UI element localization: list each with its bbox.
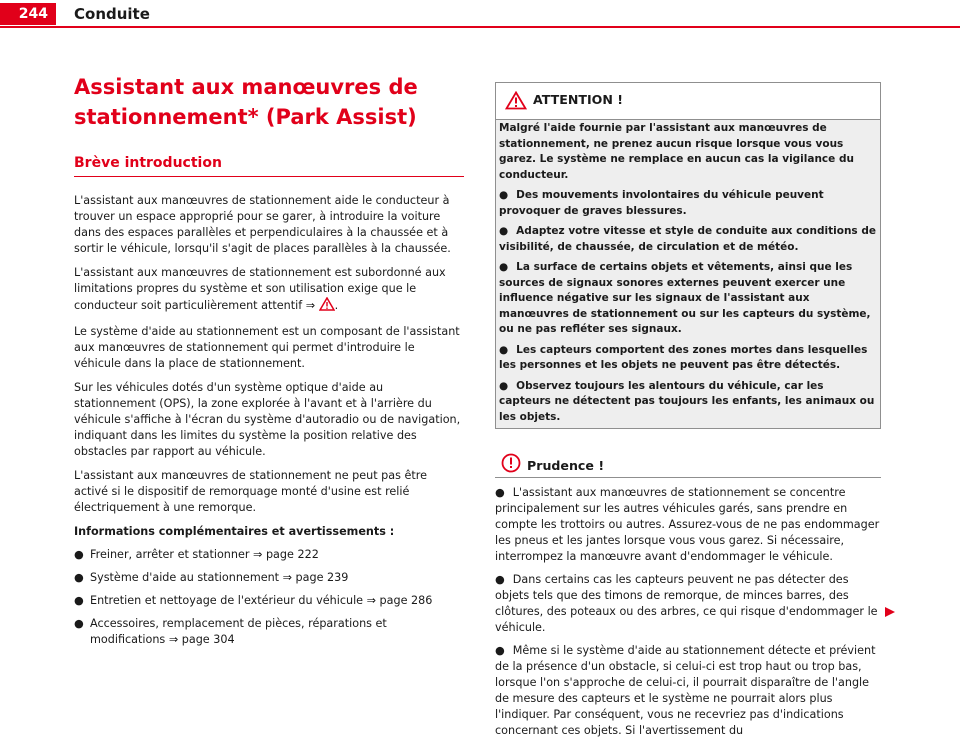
attention-item: [499, 188, 876, 219]
bullet-icon: ●: [74, 548, 84, 561]
attention-item: [499, 343, 876, 374]
bullet-icon: ●: [74, 617, 84, 630]
list-item[interactable]: [74, 547, 464, 563]
list-item-label: Accessoires, remplacement de pièces, réparations et modifications ⇒ page 304: [90, 617, 387, 646]
prudence-item-text: Dans certains cas les capteurs peuvent ne pas détecter des objets tels que des timons de remorque, de minces barres, des clôtures, des poteaux ou des arbres, ce qui risque d'endommager le véhicule.: [495, 573, 878, 634]
bullet-icon: ●: [74, 571, 84, 584]
bullet-icon: ●: [499, 379, 509, 392]
paragraph: Le système d'aide au stationnement est un composant de l'assistant aux manœuvres de stationnement qui permet d'introduire le véhicule dans la place de stationnement.: [74, 325, 460, 370]
prudence-body: [495, 485, 881, 739]
paragraph: L'assistant aux manœuvres de stationnement aide le conducteur à trouver un espace approprié pour se garer, à introduire la voiture dans des espaces parallèles et perpendiculaires à la chaussée et à sortir le véhicule, lorsqu'il s'agit de places parallèles à la chaussée.: [74, 194, 451, 255]
next-page-arrow-icon[interactable]: [884, 603, 896, 622]
attention-item-text: Des mouvements involontaires du véhicule peuvent provoquer de graves blessures.: [499, 189, 824, 217]
attention-item: [499, 224, 876, 255]
chapter-title: Conduite: [74, 5, 150, 23]
prudence-header: [495, 451, 881, 478]
bullet-icon: ●: [74, 594, 84, 607]
attention-item-text: Adaptez votre vitesse et style de conduite aux conditions de visibilité, de chaussée, de circulation et de météo.: [499, 225, 876, 253]
right-column: [495, 82, 881, 739]
attention-item-text: Les capteurs comportent des zones mortes dans lesquelles les personnes et les objets ne peuvent pas être détectés.: [499, 343, 868, 371]
list-item-label: Freiner, arrêter et stationner ⇒ page 222: [90, 548, 319, 561]
list-item-label: Système d'aide au stationnement ⇒ page 239: [90, 571, 349, 584]
prudence-item-text: Même si le système d'aide au stationnement détecte et prévient de la présence d'un obstacle, si celui-ci est trop haut ou trop bas, lorsque l'on s'approche de celui-ci, il pourrait disparaître de l'angle de mesure des capteurs et le système ne pourrait alors plus l'indiquer. Par conséquent, vous ne recevriez pas d'indications concernant ces objets. Si l'avertissement du: [495, 644, 876, 737]
page-number: 244: [0, 3, 56, 25]
attention-item: [499, 260, 876, 338]
attention-item-text: La surface de certains objets et vêtements, ainsi que les sources de signaux sonores externes peuvent exercer une influence négative sur les signaux de l'assistant aux manœuvres de stationnement ou sur les capteurs du système, ou ne pas refléter ses signaux.: [499, 261, 871, 335]
bullet-icon: ●: [499, 189, 509, 201]
paragraph: Sur les véhicules dotés d'un système optique d'aide au stationnement (OPS), la zone explorée à l'avant et à l'arrière du véhicule s'affiche à l'écran du système d'autoradio ou de navigation, indiquant dans les limites du système la position relative des obstacles par rapport au véhicule.: [74, 381, 461, 458]
list-item[interactable]: [74, 570, 464, 586]
attention-body: [496, 120, 880, 428]
header-rule: [0, 26, 960, 28]
left-column: [74, 72, 464, 648]
attention-item: [499, 379, 876, 426]
prudence-title: Prudence !: [527, 458, 605, 473]
paragraph: L'assistant aux manœuvres de stationnement ne peut pas être activé si le dispositif de remorquage monté d'usine est relié électriquement à une remorque.: [74, 469, 428, 514]
prudence-item: [495, 572, 881, 636]
paragraph-text: L'assistant aux manœuvres de stationnement est subordonné aux limitations propres du système et son utilisation exige que le conducteur soit particulièrement attentif ⇒: [74, 266, 446, 312]
section-title: Brève introduction: [74, 154, 464, 177]
main-title: Assistant aux manœuvres de stationnement* (Park Assist): [74, 75, 418, 129]
prudence-box: [495, 451, 881, 739]
bullet-icon: ●: [499, 261, 509, 273]
attention-header: [496, 83, 880, 120]
attention-box: [495, 82, 881, 429]
list-item[interactable]: [74, 593, 464, 609]
bullet-icon: ●: [495, 486, 505, 499]
prudence-item: [495, 643, 881, 739]
bullet-icon: ●: [495, 644, 505, 657]
prudence-item: [495, 485, 881, 565]
attention-item-text: Observez toujours les alentours du véhicule, car les capteurs ne détectent pas toujours les enfants, les animaux ou les objets.: [499, 379, 875, 423]
prudence-item-text: L'assistant aux manœuvres de stationnement se concentre principalement sur les autres véhicules garés, sans prendre en compte les trottoirs ou autres. Assurez-vous de ne pas endommager les pneus et les jantes lorsque vous vous garez. Si nécessaire, interrompez la manœuvre avant d'endommager le véhicule.: [495, 486, 880, 563]
bullet-icon: ●: [499, 343, 509, 356]
list-item[interactable]: [74, 616, 464, 648]
attention-intro: Malgré l'aide fournie par l'assistant aux manœuvres de stationnement, ne prenez aucun risque lorsque vous vous garez. Le système ne remplace en aucun cas la vigilance du conducteur.: [499, 122, 854, 181]
warning-triangle-icon[interactable]: [319, 297, 335, 316]
bullet-icon: ●: [495, 573, 505, 586]
warning-triangle-icon: [505, 91, 527, 114]
exclamation-circle-icon: [501, 453, 521, 477]
page-header: [0, 0, 960, 27]
attention-title: ATTENTION !: [533, 92, 624, 107]
paragraph: L'assistant aux manœuvres de stationnement est subordonné aux limitations propres du système et son utilisation exige que le conducteur soit particulièrement attentif ⇒ .: [74, 265, 464, 316]
list-item-label: Entretien et nettoyage de l'extérieur du véhicule ⇒ page 286: [90, 594, 433, 607]
info-heading: Informations complémentaires et avertissements :: [74, 525, 395, 538]
bullet-icon: ●: [499, 225, 509, 237]
